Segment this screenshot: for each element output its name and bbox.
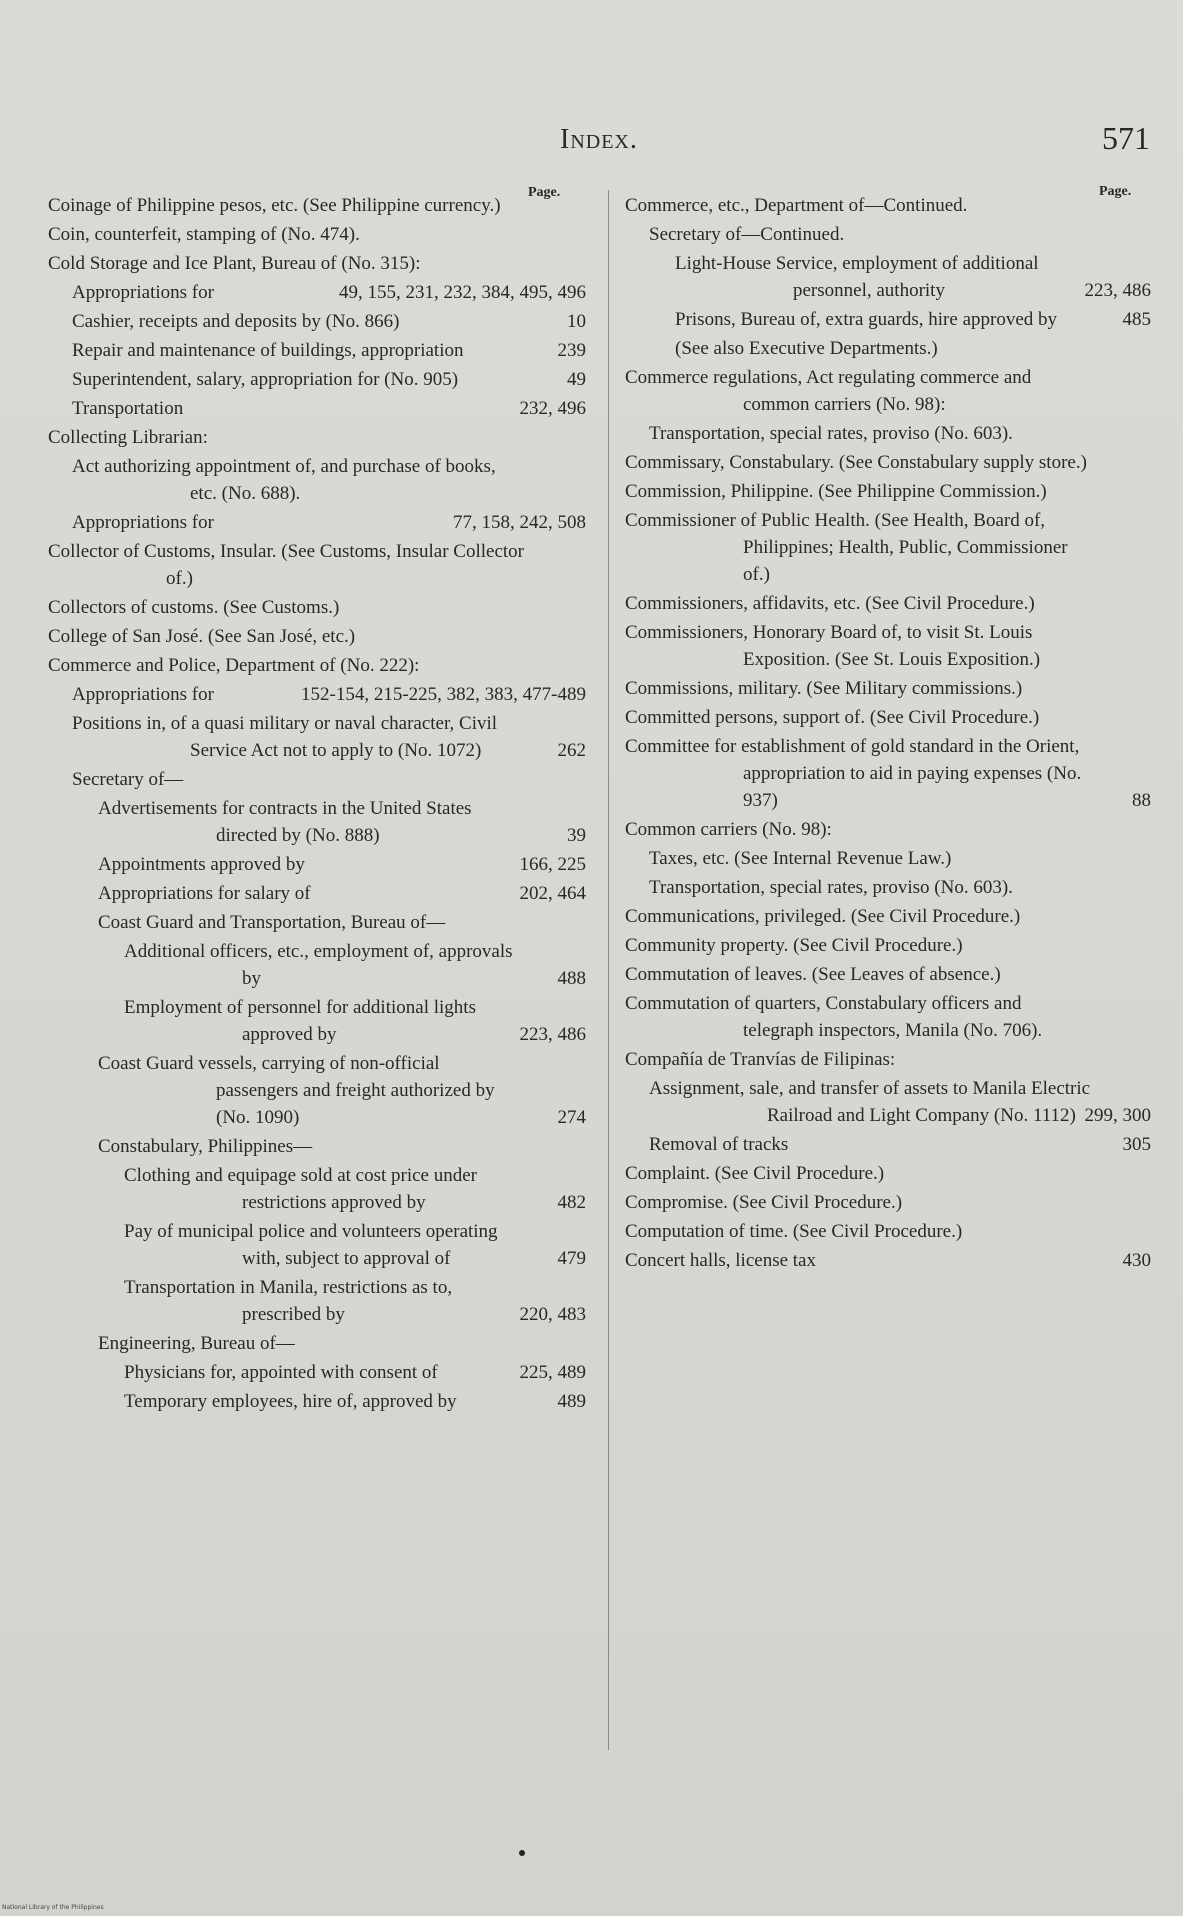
index-entry [48, 623, 586, 650]
index-entry: Coast Guard vessels, carrying of non-official passengers and freight authorized by (No. 1090) 274 [98, 1050, 586, 1131]
entry-text: Repair and maintenance of buildings, appropriation [72, 340, 464, 361]
entry-text: (See also Executive Departments.) [675, 338, 938, 359]
index-entry [72, 453, 586, 507]
entry-text: Appointments approved by [98, 854, 305, 875]
index-entry: Temporary employees, hire of, approved by 489 [124, 1388, 586, 1415]
entry-text: Commutation of quarters, Constabulary officers and telegraph inspectors, Manila (No. 706). [625, 993, 1043, 1041]
index-entry [48, 250, 586, 277]
index-entry [98, 1133, 586, 1160]
index-entry: Appointments approved by 166, 225 [98, 851, 586, 878]
entry-text: Transportation in Manila, restrictions as to, prescribed by [124, 1277, 453, 1325]
entry-text: Commissioners, Honorary Board of, to visit St. Louis Exposition. (See St. Louis Exposition.) [625, 622, 1041, 670]
entry-text: Secretary of—Continued. [649, 224, 845, 245]
index-entry [625, 1218, 1151, 1245]
entry-text: Transportation, special rates, proviso (No. 603). [649, 423, 1013, 444]
right-column [625, 180, 1151, 1276]
entry-text: Compañía de Tranvías de Filipinas: [625, 1049, 896, 1070]
index-entry [625, 704, 1151, 731]
entry-text: Taxes, etc. (See Internal Revenue Law.) [649, 848, 952, 869]
index-entry: Repair and maintenance of buildings, appropriation 239 [72, 337, 586, 364]
entry-text: Compromise. (See Civil Procedure.) [625, 1192, 903, 1213]
left-column [48, 180, 586, 1417]
index-entry [72, 681, 586, 708]
entry-text: Computation of time. (See Civil Procedure.) [625, 1221, 963, 1242]
entry-text: Complaint. (See Civil Procedure.) [625, 1163, 885, 1184]
entry-text: Cashier, receipts and deposits by (No. 866) [72, 311, 400, 332]
entry-text: Additional officers, etc., employment of, approvals by [124, 941, 513, 989]
entry-text: Committee for establishment of gold standard in the Orient, appropriation to aid in paying expenses (No. 937) [625, 736, 1082, 811]
index-entry [98, 909, 586, 936]
entry-text: Collecting Librarian: [48, 427, 208, 448]
entry-text: Appropriations for [72, 282, 214, 303]
entry-text: Secretary of— [72, 769, 184, 790]
index-entry: Physicians for, appointed with consent of 225, 489 [124, 1359, 586, 1386]
entry-text: Prisons, Bureau of, extra guards, hire approved by [675, 309, 1058, 330]
index-entry: Prisons, Bureau of, extra guards, hire approved by 485 [675, 306, 1151, 333]
index-entry [72, 509, 586, 536]
entry-text: Temporary employees, hire of, approved by [124, 1391, 457, 1412]
entry-text: Commission, Philippine. (See Philippine Commission.) [625, 481, 1047, 502]
footer-note: National Library of the Philippines [2, 1904, 104, 1911]
entry-text: Community property. (See Civil Procedure.) [625, 935, 963, 956]
index-entry [625, 1046, 1151, 1073]
entry-text: Appropriations for [72, 684, 214, 705]
index-entry [625, 590, 1151, 617]
entry-text: Removal of tracks [649, 1134, 789, 1155]
index-entry [625, 192, 1151, 219]
entry-text: Physicians for, appointed with consent of [124, 1362, 438, 1383]
index-entry: Transportation in Manila, restrictions as to, prescribed by 220, 483 [124, 1274, 586, 1328]
index-entry: Assignment, sale, and transfer of assets to Manila Electric Railroad and Light Company (No. 1112) 299, 300 [649, 1075, 1151, 1129]
index-entry [649, 845, 1151, 872]
entry-text: Commissary, Constabulary. (See Constabulary supply store.) [625, 452, 1087, 473]
index-entry: Removal of tracks 305 [649, 1131, 1151, 1158]
entry-text: Commerce and Police, Department of (No. 222): [48, 655, 420, 676]
entry-text: Committed persons, support of. (See Civil Procedure.) [625, 707, 1040, 728]
entry-text: Coin, counterfeit, stamping of (No. 474). [48, 224, 360, 245]
index-entry [625, 1160, 1151, 1187]
entry-text: Appropriations for [72, 512, 214, 533]
index-entry: Clothing and equipage sold at cost price under restrictions approved by 482 [124, 1162, 586, 1216]
entry-text: Employment of personnel for additional lights approved by [124, 997, 476, 1045]
index-entry: Employment of personnel for additional lights approved by 223, 486 [124, 994, 586, 1048]
index-entry: Light-House Service, employment of additional personnel, authority 223, 486 [675, 250, 1151, 304]
index-entry [98, 1330, 586, 1357]
entry-text: Clothing and equipage sold at cost price under restrictions approved by [124, 1165, 477, 1213]
index-entry [625, 449, 1151, 476]
index-entry: Positions in, of a quasi military or naval character, Civil Service Act not to apply to (No. 1072) 262 [72, 710, 586, 764]
entry-text: Commissioner of Public Health. (See Health, Board of, Philippines; Health, Public, Commissioner of.) [625, 510, 1068, 585]
entry-text: Positions in, of a quasi military or naval character, Civil Service Act not to apply to (No. 1072) [72, 713, 498, 761]
entry-text: Act authorizing appointment of, and purchase of books, etc. (No. 688). [72, 456, 496, 504]
index-entry: Superintendent, salary, appropriation for (No. 905) 49 [72, 366, 586, 393]
entry-text: Commissioners, affidavits, etc. (See Civil Procedure.) [625, 593, 1035, 614]
entry-text: Appropriations for salary of [98, 883, 311, 904]
entry-text: Collectors of customs. (See Customs.) [48, 597, 340, 618]
index-entry [625, 478, 1151, 505]
entry-text: Common carriers (No. 98): [625, 819, 832, 840]
index-entry [649, 221, 1151, 248]
entry-text: Light-House Service, employment of additional personnel, authority [675, 253, 1039, 301]
entry-text: Commerce regulations, Act regulating commerce and common carriers (No. 98): [625, 367, 1032, 415]
entry-text: Assignment, sale, and transfer of assets to Manila Electric Railroad and Light Company (No. 1112) [649, 1078, 1091, 1126]
entry-text: Commerce, etc., Department of—Continued. [625, 195, 968, 216]
entry-page: 49, 155, 231, 232, 384, 495, 496 [339, 282, 586, 303]
index-entry [625, 903, 1151, 930]
entry-text: Advertisements for contracts in the United States directed by (No. 888) [98, 798, 472, 846]
index-entry: Transportation 232, 496 [72, 395, 586, 422]
entry-text: Coast Guard vessels, carrying of non-official passengers and freight authorized by (No. 1090) [98, 1053, 495, 1128]
index-entry: Additional officers, etc., employment of, approvals by 488 [124, 938, 586, 992]
entry-page: 77, 158, 242, 508 [453, 512, 586, 533]
entry-text: Constabulary, Philippines— [98, 1136, 313, 1157]
entry-text: Communications, privileged. (See Civil Procedure.) [625, 906, 1021, 927]
index-entry [625, 364, 1151, 418]
index-entry [625, 619, 1151, 673]
index-entry [72, 766, 586, 793]
right-page-label: Page. [1099, 184, 1132, 199]
index-entry [625, 675, 1151, 702]
index-entry [625, 990, 1151, 1044]
index-entry [48, 652, 586, 679]
index-entry [625, 1189, 1151, 1216]
index-entry: Committee for establishment of gold standard in the Orient, appropriation to aid in paying expenses (No. 937) 88 [625, 733, 1151, 814]
entry-text: Collector of Customs, Insular. (See Customs, Insular Collector of.) [48, 541, 525, 589]
index-entry: Appropriations for salary of 202, 464 [98, 880, 586, 907]
entry-text: Pay of municipal police and volunteers operating with, subject to approval of [124, 1221, 498, 1269]
entry-text: Engineering, Bureau of— [98, 1333, 295, 1354]
entry-text: Coinage of Philippine pesos, etc. (See Philippine currency.) [48, 195, 501, 216]
index-entry [625, 961, 1151, 988]
entry-text: Transportation, special rates, proviso (No. 603). [649, 877, 1013, 898]
index-entry [72, 279, 586, 306]
page-number: 571 [1102, 120, 1150, 156]
index-entry: Cashier, receipts and deposits by (No. 866) 10 [72, 308, 586, 335]
right-entries [625, 180, 1151, 1274]
entry-text: Transportation [72, 398, 184, 419]
page-title: Index. [560, 124, 638, 155]
index-entry [675, 335, 1151, 362]
entry-text: Commutation of leaves. (See Leaves of absence.) [625, 964, 1001, 985]
index-entry: Concert halls, license tax 430 [625, 1247, 1151, 1274]
index-entry [625, 816, 1151, 843]
entry-text: Superintendent, salary, appropriation for (No. 905) [72, 369, 459, 390]
entry-page: 152-154, 215-225, 382, 383, 477-489 [301, 684, 586, 705]
footer-mark [519, 1850, 525, 1856]
index-entry [649, 874, 1151, 901]
index-entry [625, 932, 1151, 959]
index-entry [48, 424, 586, 451]
index-entry [48, 192, 586, 219]
entry-text: College of San José. (See San José, etc.) [48, 626, 356, 647]
column-divider [608, 190, 609, 1750]
index-entry: Pay of municipal police and volunteers operating with, subject to approval of 479 [124, 1218, 586, 1272]
left-entries [48, 180, 586, 1415]
entry-text: Coast Guard and Transportation, Bureau of— [98, 912, 446, 933]
entry-text: Concert halls, license tax [625, 1250, 816, 1271]
index-entry [625, 507, 1151, 588]
index-entry [649, 420, 1151, 447]
index-entry [48, 538, 586, 592]
index-entry: Advertisements for contracts in the United States directed by (No. 888) 39 [98, 795, 586, 849]
index-entry [48, 221, 586, 248]
entry-text: Commissions, military. (See Military commissions.) [625, 678, 1023, 699]
entry-text: Cold Storage and Ice Plant, Bureau of (No. 315): [48, 253, 421, 274]
index-entry [48, 594, 586, 621]
left-page-label: Page. [528, 185, 561, 200]
